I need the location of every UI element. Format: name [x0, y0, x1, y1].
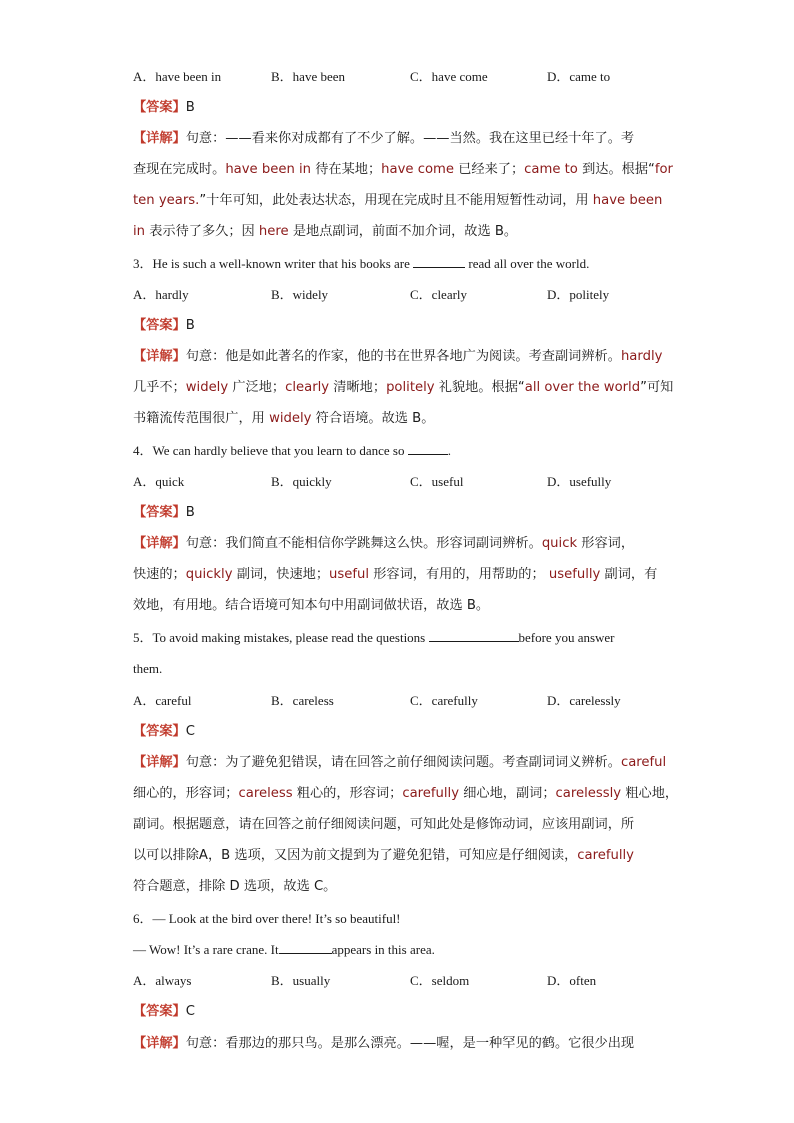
q2-detail-line-3 [133, 191, 663, 211]
q4-stem [133, 441, 663, 461]
stem-text: 3．He is such a well-known writer that his books are [133, 256, 414, 271]
q6-option-b: B．usually [271, 973, 331, 988]
q5-option-b: B．careless [271, 693, 334, 708]
q4-detail-line-2 [133, 565, 663, 585]
q4-option-a: A．quick [133, 474, 185, 489]
q5-detail-line-1 [133, 753, 667, 773]
answer-value: C [185, 1004, 195, 1019]
detail-term: carefully [402, 786, 460, 801]
q3-option-b: B．widely [271, 287, 329, 302]
detail-term: here [258, 224, 289, 239]
q6-answer [133, 1002, 663, 1022]
detail-text: 句意：他是如此著名的作家，他的书在世界各地广为阅读。考查副词辨析。 [185, 349, 621, 364]
q3-answer [133, 316, 663, 336]
detail-text: 效地，有用地。结合语境可知本句中用副词做状语，故选 B。 [133, 598, 490, 613]
detail-term: quickly [185, 567, 233, 582]
q3-option-c: C．clearly [410, 287, 468, 302]
detail-text: ”十年可知，此处表达状态，用现在完成时且不能用短暂性动词，用 [199, 193, 593, 208]
detail-text: 符合语境。故选 B。 [311, 411, 435, 426]
detail-term: hardly [620, 349, 663, 364]
q4-option-c: C．useful [410, 474, 464, 489]
detail-term: politely [386, 380, 435, 395]
q3-detail-line-3 [133, 409, 663, 429]
detail-text: 表示待了多久；因 [145, 224, 259, 239]
detail-term: carelessly [555, 786, 622, 801]
stem-text: 4．We can hardly believe that you learn to dance so [133, 443, 408, 458]
detail-tag: 【详解】 [133, 131, 186, 146]
q5-answer [133, 722, 663, 742]
q5-detail-line-3 [133, 815, 663, 835]
q2-detail-line-1 [133, 129, 663, 149]
detail-term: came to [524, 162, 578, 177]
detail-term: quick [541, 536, 578, 551]
answer-tag: 【答案】 [133, 505, 186, 520]
q4-option-d: D．usefully [547, 474, 612, 489]
detail-term: careful [620, 755, 667, 770]
detail-text: 细心的，形容词； [133, 786, 239, 801]
detail-text: 待在某地； [311, 162, 382, 177]
q2-detail-line-2 [133, 160, 673, 180]
detail-term: careless [238, 786, 293, 801]
answer-tag: 【答案】 [133, 318, 186, 333]
q5-option-a: A．careful [133, 693, 192, 708]
q6-option-a: A．always [133, 973, 192, 988]
answer-value: B [185, 505, 195, 520]
detail-text: 副词，快速地； [232, 567, 330, 582]
answer-tag: 【答案】 [133, 724, 186, 739]
detail-term: clearly [285, 380, 330, 395]
detail-term: in [133, 224, 146, 239]
detail-text: 粗心地， [621, 786, 679, 801]
detail-text: 礼貌地。根据“ [434, 380, 525, 395]
q4-option-b: B．quickly [271, 474, 332, 489]
detail-term: for [654, 162, 673, 177]
q2-option-d: D．came to [547, 69, 611, 84]
q2-option-c: C．have come [410, 69, 488, 84]
answer-blank [279, 940, 332, 954]
detail-text: 清晰地； [329, 380, 387, 395]
q6-option-c: C．seldom [410, 973, 470, 988]
q3-detail-line-1 [133, 347, 663, 367]
q6-stem-line-2 [133, 940, 663, 960]
detail-text: 几乎不； [133, 380, 186, 395]
q5-option-d: D．carelessly [547, 693, 621, 708]
detail-tag: 【详解】 [133, 755, 186, 770]
detail-term: widely [269, 411, 312, 426]
detail-text: 句意：——看来你对成都有了不少了解。——当然。我在这里已经十年了。考 [185, 131, 635, 146]
q5-detail-line-5 [133, 877, 663, 897]
q5-option-c: C．carefully [410, 693, 478, 708]
detail-term: ten years. [133, 193, 200, 208]
detail-text: 形容词，有用的，用帮助的； [369, 567, 549, 582]
q6-stem-line-1: 6．— Look at the bird over there! It’s so beautiful! [133, 911, 401, 926]
q4-detail-line-3 [133, 596, 663, 616]
detail-term: usefully [548, 567, 601, 582]
detail-text: ”可知 [640, 380, 674, 395]
detail-term: carefully [577, 848, 634, 863]
answer-value: C [185, 724, 195, 739]
q6-option-d: D．often [547, 973, 597, 988]
q6-detail-line-1 [133, 1034, 663, 1054]
detail-text: 快速的； [133, 567, 186, 582]
detail-term: have been in [225, 162, 312, 177]
q5-stem-line-2: them. [133, 661, 163, 676]
answer-tag: 【答案】 [133, 1004, 186, 1019]
detail-term: useful [329, 567, 370, 582]
q3-option-a: A．hardly [133, 287, 189, 302]
detail-term: have come [381, 162, 454, 177]
q2-answer [133, 98, 663, 118]
answer-blank [408, 441, 448, 455]
detail-text: 句意：为了避免犯错误，请在回答之前仔细阅读问题。考查副词词义辨析。 [185, 755, 621, 770]
q5-detail-line-2 [133, 784, 679, 804]
q5-detail-line-4 [133, 846, 663, 866]
stem-text: before you answer [518, 630, 615, 645]
detail-term: widely [185, 380, 229, 395]
detail-tag: 【详解】 [133, 1036, 186, 1051]
detail-text: 粗心的，形容词； [292, 786, 403, 801]
detail-text: 是地点副词，前面不加介词，故选 B。 [288, 224, 518, 239]
answer-value: B [185, 100, 195, 115]
detail-text: 查现在完成时。 [133, 162, 226, 177]
detail-text: 形容词， [577, 536, 635, 551]
detail-text: 广泛地； [228, 380, 286, 395]
detail-term: have been [592, 193, 663, 208]
answer-blank [413, 254, 465, 268]
detail-term: all over the world [524, 380, 641, 395]
q4-answer [133, 503, 663, 523]
detail-text: 符合题意，排除 D 选项，故选 C。 [133, 879, 337, 894]
answer-blank [429, 628, 519, 642]
detail-text: 细心地，副词； [459, 786, 556, 801]
q2-detail-line-4 [133, 222, 663, 242]
detail-tag: 【详解】 [133, 536, 186, 551]
stem-text: appears in this area. [331, 942, 435, 957]
detail-text: 副词，有 [600, 567, 658, 582]
stem-text: — Wow! It’s a rare crane. It [133, 942, 279, 957]
detail-text: 以可以排除A，B 选项，又因为前文提到为了避免犯错，可知应是仔细阅读， [133, 848, 578, 863]
answer-value: B [185, 318, 195, 333]
detail-text: 副词。根据题意，请在回答之前仔细阅读问题，可知此处是修饰动词，应该用副词，所 [133, 817, 635, 832]
answer-tag: 【答案】 [133, 100, 186, 115]
q5-stem [133, 628, 663, 648]
detail-text: 书籍流传范围很广，用 [133, 411, 270, 426]
stem-text: . [447, 443, 451, 458]
stem-text: 5．To avoid making mistakes, please read the questions [133, 630, 429, 645]
stem-text: read all over the world. [465, 256, 590, 271]
detail-text: 已经来了； [454, 162, 525, 177]
q2-option-a: A．have been in [133, 69, 222, 84]
detail-text: 到达。根据“ [577, 162, 655, 177]
q4-detail-line-1 [133, 534, 663, 554]
detail-tag: 【详解】 [133, 349, 186, 364]
q3-detail-line-2 [133, 378, 674, 398]
detail-text: 句意：我们简直不能相信你学跳舞这么快。形容词副词辨析。 [185, 536, 542, 551]
q3-option-d: D．politely [547, 287, 610, 302]
q2-option-b: B．have been [271, 69, 346, 84]
q3-stem [133, 254, 663, 274]
detail-text: 句意：看那边的那只鸟。是那么漂亮。——喔，是一种罕见的鹤。它很少出现 [185, 1036, 635, 1051]
